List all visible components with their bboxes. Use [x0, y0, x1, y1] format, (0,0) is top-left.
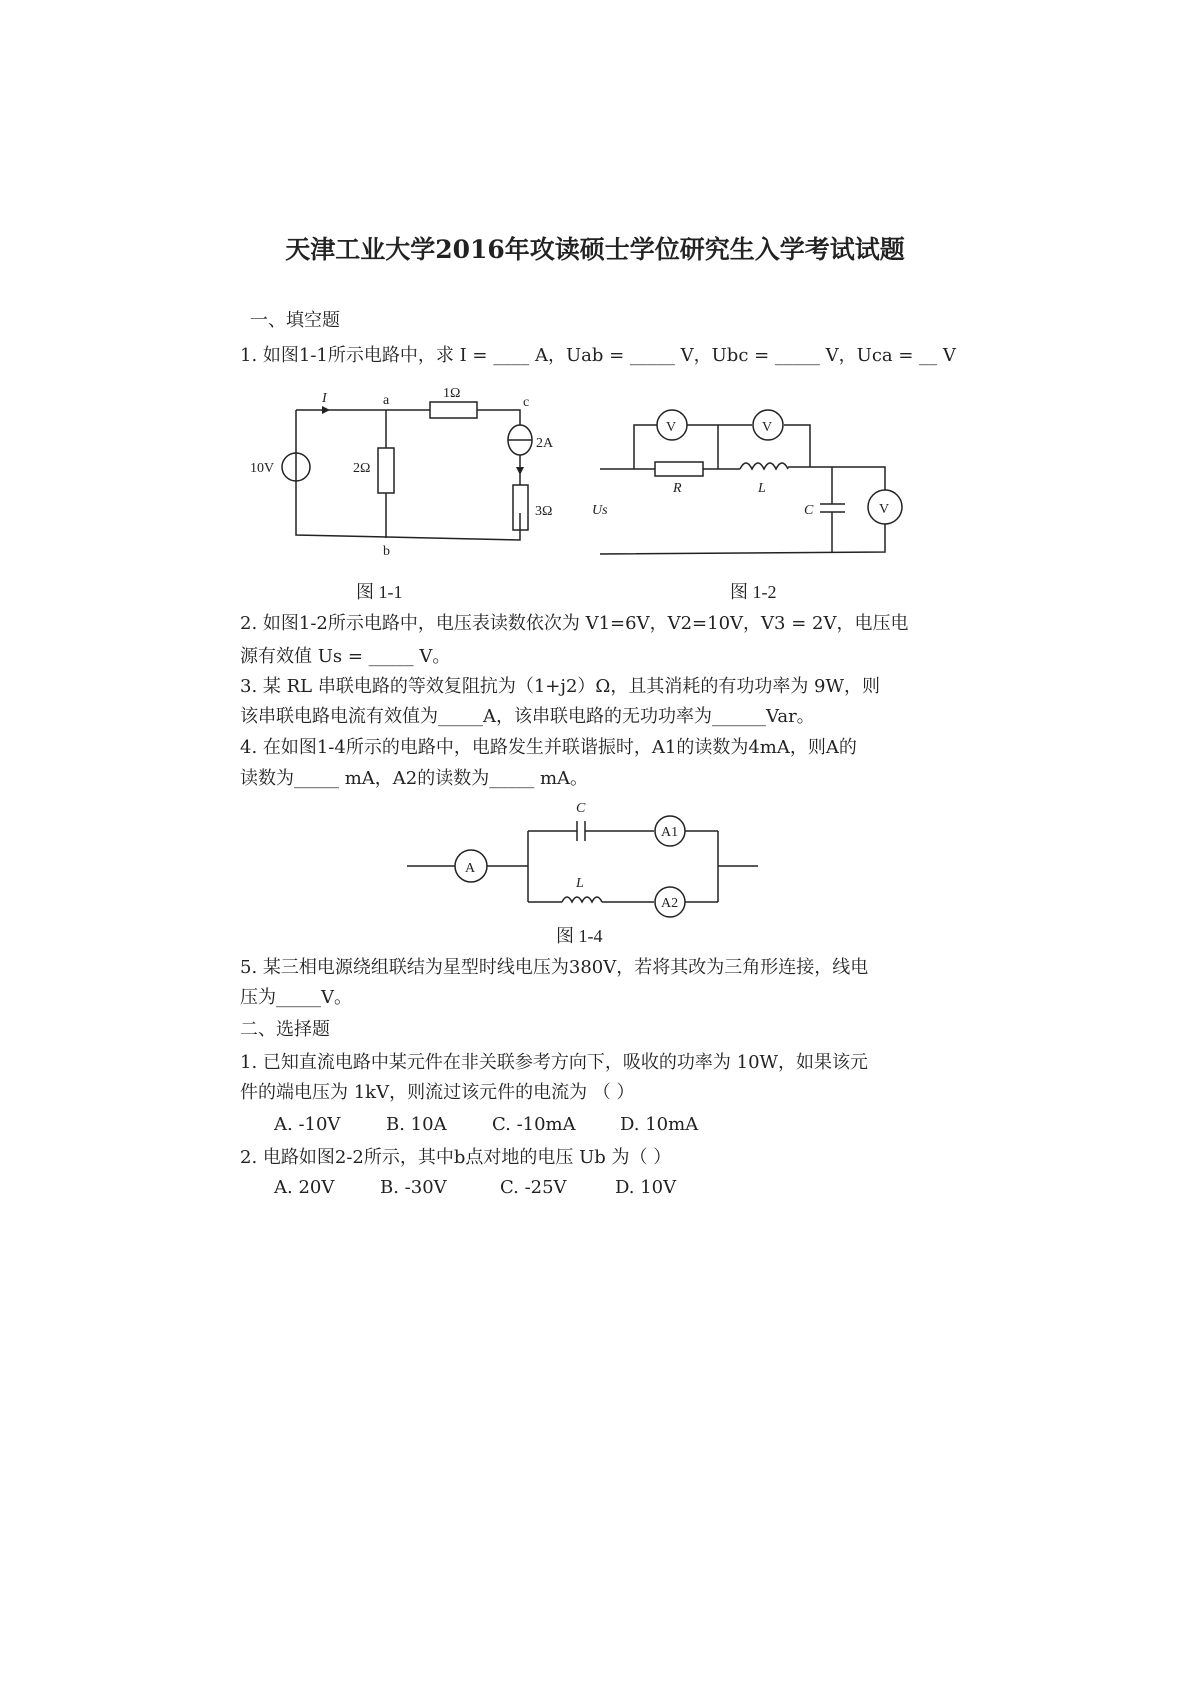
label-r2: 2Ω: [353, 461, 371, 476]
question-text: 2. 如图1-2所示电路中，电压表读数依次为 V1=6V，V2=10V，V3 = 2V，电压电: [240, 613, 909, 634]
question-text: 4. 在如图1-4所示的电路中，电路发生并联谐振时，A1的读数为4mA，则A的: [240, 737, 857, 758]
label-Us: Us: [592, 503, 608, 518]
caption-fig-1-4: 图 1-4: [556, 926, 603, 946]
question-text: 压为_____V。: [240, 987, 352, 1008]
circuit-1-2: [600, 410, 902, 554]
question-text: 件的端电压为 1kV，则流过该元件的电流为 （ ）: [240, 1082, 635, 1103]
label-10v: 10V: [250, 461, 275, 476]
node-b: b: [383, 544, 390, 559]
label-2a: 2A: [536, 436, 554, 451]
node-a: a: [383, 393, 390, 408]
question-text: 该串联电路电流有效值为_____A，该串联电路的无功功率为______Var。: [240, 706, 815, 727]
section-heading: 一、填空题: [250, 310, 340, 331]
label-L: L: [758, 481, 766, 496]
caption-fig-1-1: 图 1-1: [356, 582, 403, 602]
label-L: L: [576, 876, 584, 891]
label-I: I: [322, 391, 327, 406]
option: C. -25V: [500, 1177, 567, 1198]
question-text: 2. 电路如图2-2所示，其中b点对地的电压 Ub 为（ ）: [240, 1147, 672, 1168]
ammeter-a2: A2: [661, 896, 679, 911]
label-R: R: [673, 481, 682, 496]
circuit-1-4: [407, 816, 758, 917]
question-text: 源有效值 Us = _____ V。: [240, 646, 451, 667]
option: D. 10V: [615, 1177, 677, 1198]
section-heading: 二、选择题: [240, 1019, 330, 1040]
node-c: c: [523, 395, 530, 410]
label-r3: 3Ω: [535, 504, 553, 519]
question-text: 1. 如图1-1所示电路中，求 I = ____ A，Uab = _____ V，Ubc = _____ V，Uca = __ V: [240, 345, 956, 366]
caption-fig-1-2: 图 1-2: [730, 582, 777, 602]
page-title: 天津工业大学2016年攻读硕士学位研究生入学考试试题: [285, 235, 905, 264]
label-r1: 1Ω: [443, 386, 461, 401]
label-C: C: [576, 801, 586, 816]
option: A. -10V: [274, 1114, 341, 1135]
voltmeter-v1: V: [666, 420, 677, 435]
voltmeter-v2: V: [762, 420, 773, 435]
option: B. -30V: [380, 1177, 447, 1198]
option: B. 10A: [386, 1114, 447, 1135]
question-text: 读数为_____ mA，A2的读数为_____ mA。: [240, 768, 589, 789]
question-text: 3. 某 RL 串联电路的等效复阻抗为（1+j2）Ω，且其消耗的有功功率为 9W，则: [240, 676, 881, 697]
option: A. 20V: [274, 1177, 335, 1198]
label-C: C: [804, 503, 814, 518]
option: D. 10mA: [620, 1114, 699, 1135]
ammeter-a: A: [465, 861, 476, 876]
question-text: 1. 已知直流电路中某元件在非关联参考方向下，吸收的功率为 10W，如果该元: [240, 1052, 869, 1073]
circuit-1-1: [282, 402, 532, 540]
voltmeter-v3: V: [879, 502, 890, 517]
question-text: 5. 某三相电源绕组联结为星型时线电压为380V，若将其改为三角形连接，线电: [240, 957, 869, 978]
ammeter-a1: A1: [661, 825, 679, 840]
option: C. -10mA: [492, 1114, 576, 1135]
